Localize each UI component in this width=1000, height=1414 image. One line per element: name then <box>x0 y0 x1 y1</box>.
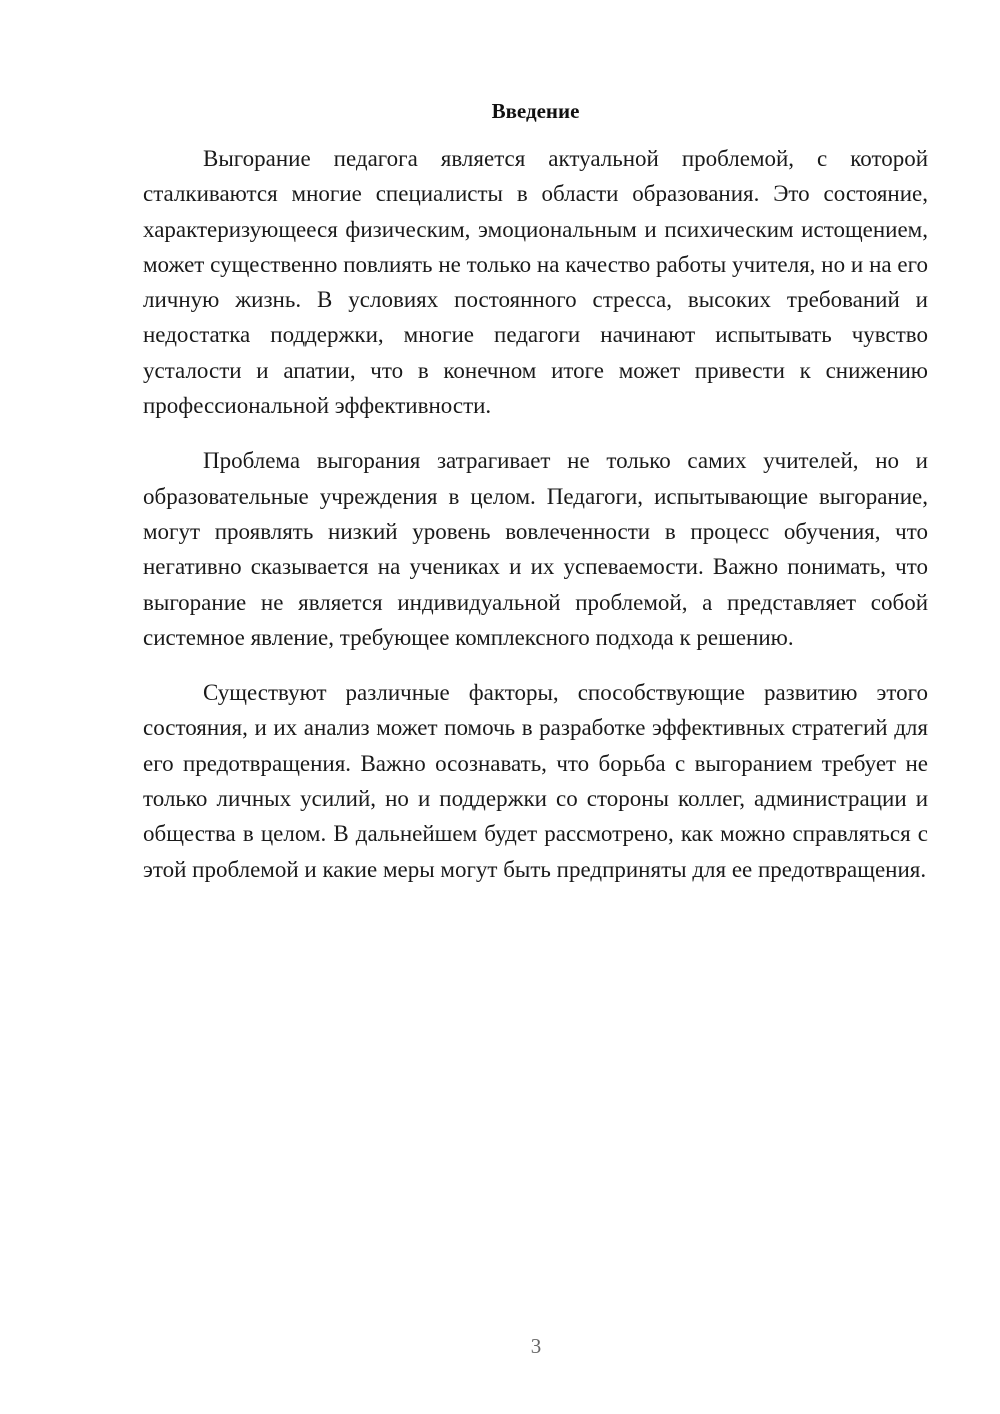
section-heading: Введение <box>491 99 580 123</box>
paragraph-3: Существуют различные факторы, способствующие развитию этого состояния, и их анализ может помочь в разработке эффективных стратегий для его предотвращения. Важно осознавать, что борьба с выгоранием требует не только личных усилий, но и поддержки со стороны коллег, администрации и общества в целом. В дальнейшем будет рассмотрено, как можно справляться с этой проблемой и какие меры могут быть предприняты для ее предотвращения. <box>143 680 928 882</box>
paragraph-1: Выгорание педагога является актуальной проблемой, с которой сталкиваются многие специалисты в области образования. Это состояние, характеризующееся физическим, эмоциональным и психическим истощением, может существенно повлиять не только на качество работы учителя, но и на его личную жизнь. В условиях постоянного стресса, высоких требований и недостатка поддержки, многие педагоги начинают испытывать чувство усталости и апатии, что в конечном итоге может привести к снижению профессиональной эффективности. <box>143 146 928 419</box>
paragraph-2: Проблема выгорания затрагивает не только самих учителей, но и образовательные учреждения в целом. Педагоги, испытывающие выгорание, могут проявлять низкий уровень вовлеченности в процесс обучения, что негативно сказывается на учениках и их успеваемости. Важно понимать, что выгорание не является индивидуальной проблемой, а представляет собой системное явление, требующее комплексного подхода к решению. <box>143 448 928 650</box>
body-text <box>143 141 928 887</box>
page-number: 3 <box>530 1334 542 1358</box>
